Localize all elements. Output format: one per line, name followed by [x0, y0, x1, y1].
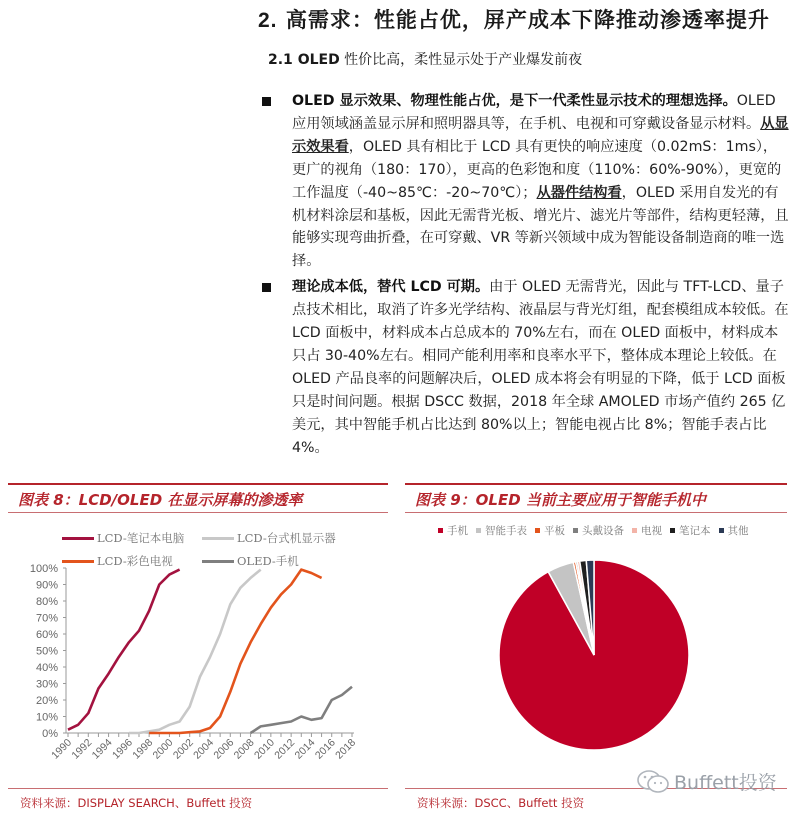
bullet-cost: [262, 276, 790, 459]
y-tick-label: 80%: [35, 596, 58, 608]
x-tick-label: 2018: [333, 736, 359, 762]
legend-swatch: [670, 528, 675, 533]
legend-swatch: [476, 528, 481, 533]
legend-label: 其他: [727, 525, 749, 537]
bullet-text: ，OLED 采用自发光的有机材料涂层和基板，因此无需背光板、增光片、滤光片等部件，结构更轻薄，且能够实现弯曲折叠，在可穿戴、VR 等新兴领域中成为智能设备制造商的唯一选择。: [292, 184, 789, 270]
bullet-display-performance: [262, 90, 790, 273]
section-heading: [258, 4, 770, 34]
legend-swatch: [438, 528, 443, 533]
x-tick-label: 1994: [89, 736, 115, 762]
x-tick-label: 2016: [312, 736, 338, 762]
y-tick-label: 40%: [35, 662, 58, 674]
watermark: [636, 768, 777, 795]
figure-title-rule: [405, 512, 787, 513]
figure-title: 图表 8：LCD/OLED 在显示屏幕的渗透率: [18, 491, 303, 509]
y-tick-label: 100%: [29, 563, 58, 575]
subsection-heading: [268, 49, 582, 69]
x-tick-label: 2000: [150, 736, 176, 762]
pie-legend-item: [535, 523, 565, 538]
y-tick-label: 0%: [42, 728, 58, 740]
section-number: 2.: [258, 9, 278, 32]
series-line: [129, 570, 261, 733]
subsection-number: 2.1: [268, 52, 293, 68]
pie-legend-item: [438, 523, 468, 538]
x-tick-label: 1996: [109, 736, 135, 762]
line-chart: [0, 560, 400, 800]
y-tick-label: 20%: [35, 695, 58, 707]
x-tick-label: 2014: [292, 736, 318, 762]
bullet-square-icon: [262, 97, 271, 106]
figure-title-rule: [8, 512, 388, 513]
legend-swatch: [573, 528, 578, 533]
pie-legend-item: [719, 523, 749, 538]
legend-swatch: [719, 528, 724, 533]
pie-legend-item: [476, 523, 527, 538]
bullet-lead: OLED 显示效果、物理性能占优，是下一代柔性显示技术的理想选择。: [292, 93, 737, 109]
legend-label: 笔记本: [679, 525, 711, 537]
y-tick-label: 70%: [35, 612, 58, 625]
legend-swatch: [62, 537, 94, 540]
legend-label: LCD-彩色电视: [97, 554, 173, 568]
pie-legend: [438, 523, 749, 538]
legend-swatch: [202, 537, 234, 540]
x-tick-label: 2010: [251, 736, 277, 762]
legend-label: LCD-笔记本电脑: [97, 531, 185, 545]
figure-title: 图表 9：OLED 当前主要应用于智能手机中: [415, 491, 706, 509]
subsection-title-bold: OLED: [297, 52, 340, 68]
pie-legend-item: [670, 523, 711, 538]
x-tick-label: 2008: [231, 736, 257, 762]
x-tick-label: 2006: [211, 736, 237, 762]
pie-legend-item: [632, 523, 662, 538]
legend-label: 手机: [447, 525, 468, 537]
subsection-title: 性价比高，柔性显示处于产业爆发前夜: [339, 52, 583, 68]
figure-top-rule: [8, 483, 388, 485]
x-tick-label: 2012: [272, 736, 298, 762]
wechat-icon: [636, 769, 670, 795]
figure-source: 资料来源：DISPLAY SEARCH、Buffett 投资: [20, 796, 253, 810]
legend-label: 智能手表: [485, 525, 527, 537]
x-tick-label: 2004: [191, 736, 217, 762]
bullet-square-icon: [262, 283, 271, 292]
x-tick-label: 1990: [49, 736, 75, 762]
y-tick-label: 60%: [35, 629, 58, 641]
watermark-text: Buffett投资: [674, 772, 777, 794]
pie-chart: [494, 555, 694, 755]
x-tick-label: 2002: [170, 736, 196, 762]
x-tick-label: 1998: [130, 736, 156, 762]
bullet-text: ，OLED 具有相比于 LCD 具有更快的响应速度（0.02mS：1ms），更广的视角（180：170），更高的色彩饱和度（110%：60%-90%），更宽的工作温度（-40~85℃：-20~70℃）；: [292, 138, 782, 201]
legend-swatch: [632, 528, 637, 533]
figure-top-rule: [405, 483, 787, 485]
legend-label: OLED-手机: [237, 554, 299, 568]
x-tick-label: 1992: [69, 736, 95, 762]
y-tick-label: 50%: [35, 645, 58, 658]
legend-label: 头戴设备: [582, 525, 624, 537]
body-bullets: [262, 90, 790, 460]
y-tick-label: 30%: [35, 678, 58, 691]
bullet-text: 由于 OLED 无需背光，因此与 TFT-LCD、量子点技术相比，取消了许多光学结构、液晶层与背光灯组，配套模组成本较低。在 LCD 面板中，材料成本占总成本的 70%左右，而在 OLED 面板中，材料成本只占 30-40%左右。相同产能利用率和良率水平下，整体成本理论上较低。在 OLED 产品良率的问题解决后，OLED 成本将会有明显的下降，低于 LCD 面板只是时间问题。根据 DSCC 数据，2018 年全球 AMOLED 市场产值约 265 亿美元，其中智能手机占比达到 80%以上；智能电视占比 8%；智能手表占比 4%。: [292, 279, 789, 456]
bullet-text: OLED 应用领域涵盖显示屏和照明器具等，在手机、电视和可穿戴设备显示材料。: [292, 93, 776, 132]
section-title: 高需求：性能占优，屏产成本下降推动渗透率提升: [285, 8, 770, 32]
legend-label: 电视: [641, 525, 662, 537]
bullet-lead: 理论成本低，替代 LCD 可期。: [292, 279, 490, 296]
legend-label: 平板: [544, 525, 565, 537]
legend-label: LCD-台式机显示器: [237, 531, 336, 545]
legend-item: [202, 530, 336, 546]
legend-swatch: [535, 528, 540, 533]
figure-source: 资料来源：DSCC、Buffett 投资: [417, 796, 585, 810]
underlined-phrase: 从器件结构看: [536, 184, 622, 201]
series-line: [68, 570, 180, 730]
y-tick-label: 90%: [35, 579, 58, 592]
series-line: [251, 687, 352, 733]
legend-item: [62, 530, 184, 546]
pie-legend-item: [573, 523, 624, 538]
y-tick-label: 10%: [35, 711, 58, 724]
underlined-phrase: 从显示效果看: [292, 115, 789, 155]
